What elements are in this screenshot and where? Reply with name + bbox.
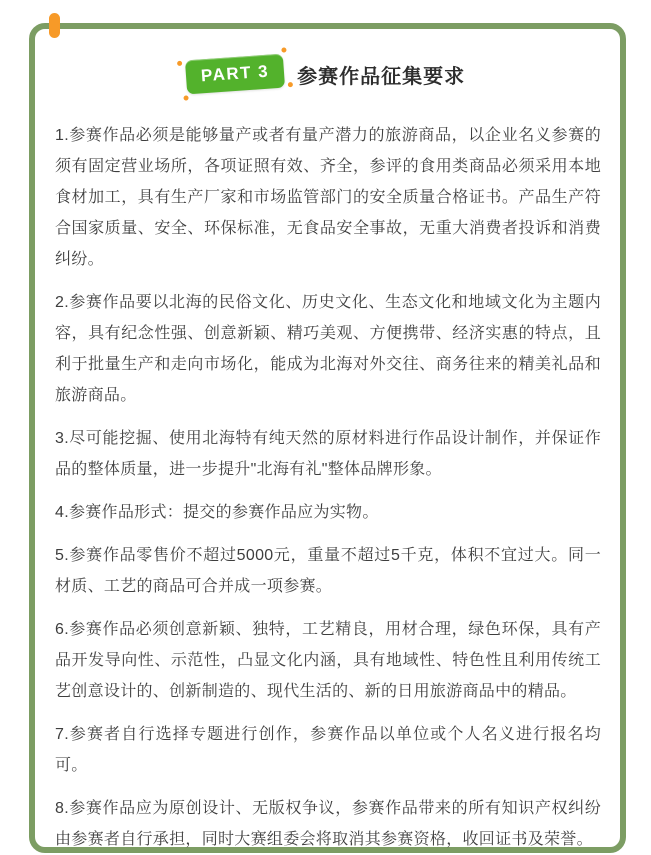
section-header (0, 57, 651, 91)
requirement-paragraph-5: 5.参赛作品零售价不超过5000元，重量不超过5千克，体积不宜过大。同一材质、工艺的商品可合并成一项参赛。 (55, 547, 601, 595)
badge-label: PART 3 (200, 61, 270, 86)
requirement-paragraph-8: 8.参赛作品应为原创设计、无版权争议，参赛作品带来的所有知识产权纠纷由参赛者自行承担，同时大赛组委会将取消其参赛资格，收回证书及荣誉。 (55, 800, 601, 848)
section-title: 参赛作品征集要求 (297, 65, 466, 88)
part-badge (185, 54, 285, 95)
requirement-paragraph-3: 3.尽可能挖掘、使用北海特有纯天然的原材料进行作品设计制作，并保证作品的整体质量，进一步提升"北海有礼"整体品牌形象。 (55, 430, 601, 478)
requirement-paragraph-1: 1.参赛作品必须是能够量产或者有量产潜力的旅游商品，以企业名义参赛的须有固定营业场所，各项证照有效、齐全，参评的食用类商品必须采用本地食材加工，具有生产厂家和市场监管部门的安全质量合格证书。产品生产符合国家质量、安全、环保标准，无食品安全事故，无重大消费者投诉和消费纠纷。 (55, 127, 601, 268)
badge-corner-dot (183, 95, 188, 100)
requirement-paragraph-2: 2.参赛作品要以北海的民俗文化、历史文化、生态文化和地域文化为主题内容，具有纪念性强、创意新颖、精巧美观、方便携带、经济实惠的特点，且利于批量生产和走向市场化，能成为北海对外交往、商务往来的精美礼品和旅游商品。 (55, 294, 601, 404)
requirement-paragraph-4: 4.参赛作品形式：提交的参赛作品应为实物。 (55, 504, 379, 521)
requirement-paragraph-6: 6.参赛作品必须创意新颖、独特，工艺精良，用材合理，绿色环保，具有产品开发导向性、示范性，凸显文化内涵，具有地域性、特色性且利用传统工艺创意设计的、创新制造的、现代生活的、新的日用旅游商品中的精品。 (55, 621, 601, 700)
requirements-body (55, 120, 601, 855)
requirement-paragraph-7: 7.参赛者自行选择专题进行创作，参赛作品以单位或个人名义进行报名均可。 (55, 726, 601, 774)
badge-corner-dot (288, 82, 293, 87)
badge-corner-dot (177, 61, 182, 66)
orange-capsule-accent (49, 13, 60, 38)
